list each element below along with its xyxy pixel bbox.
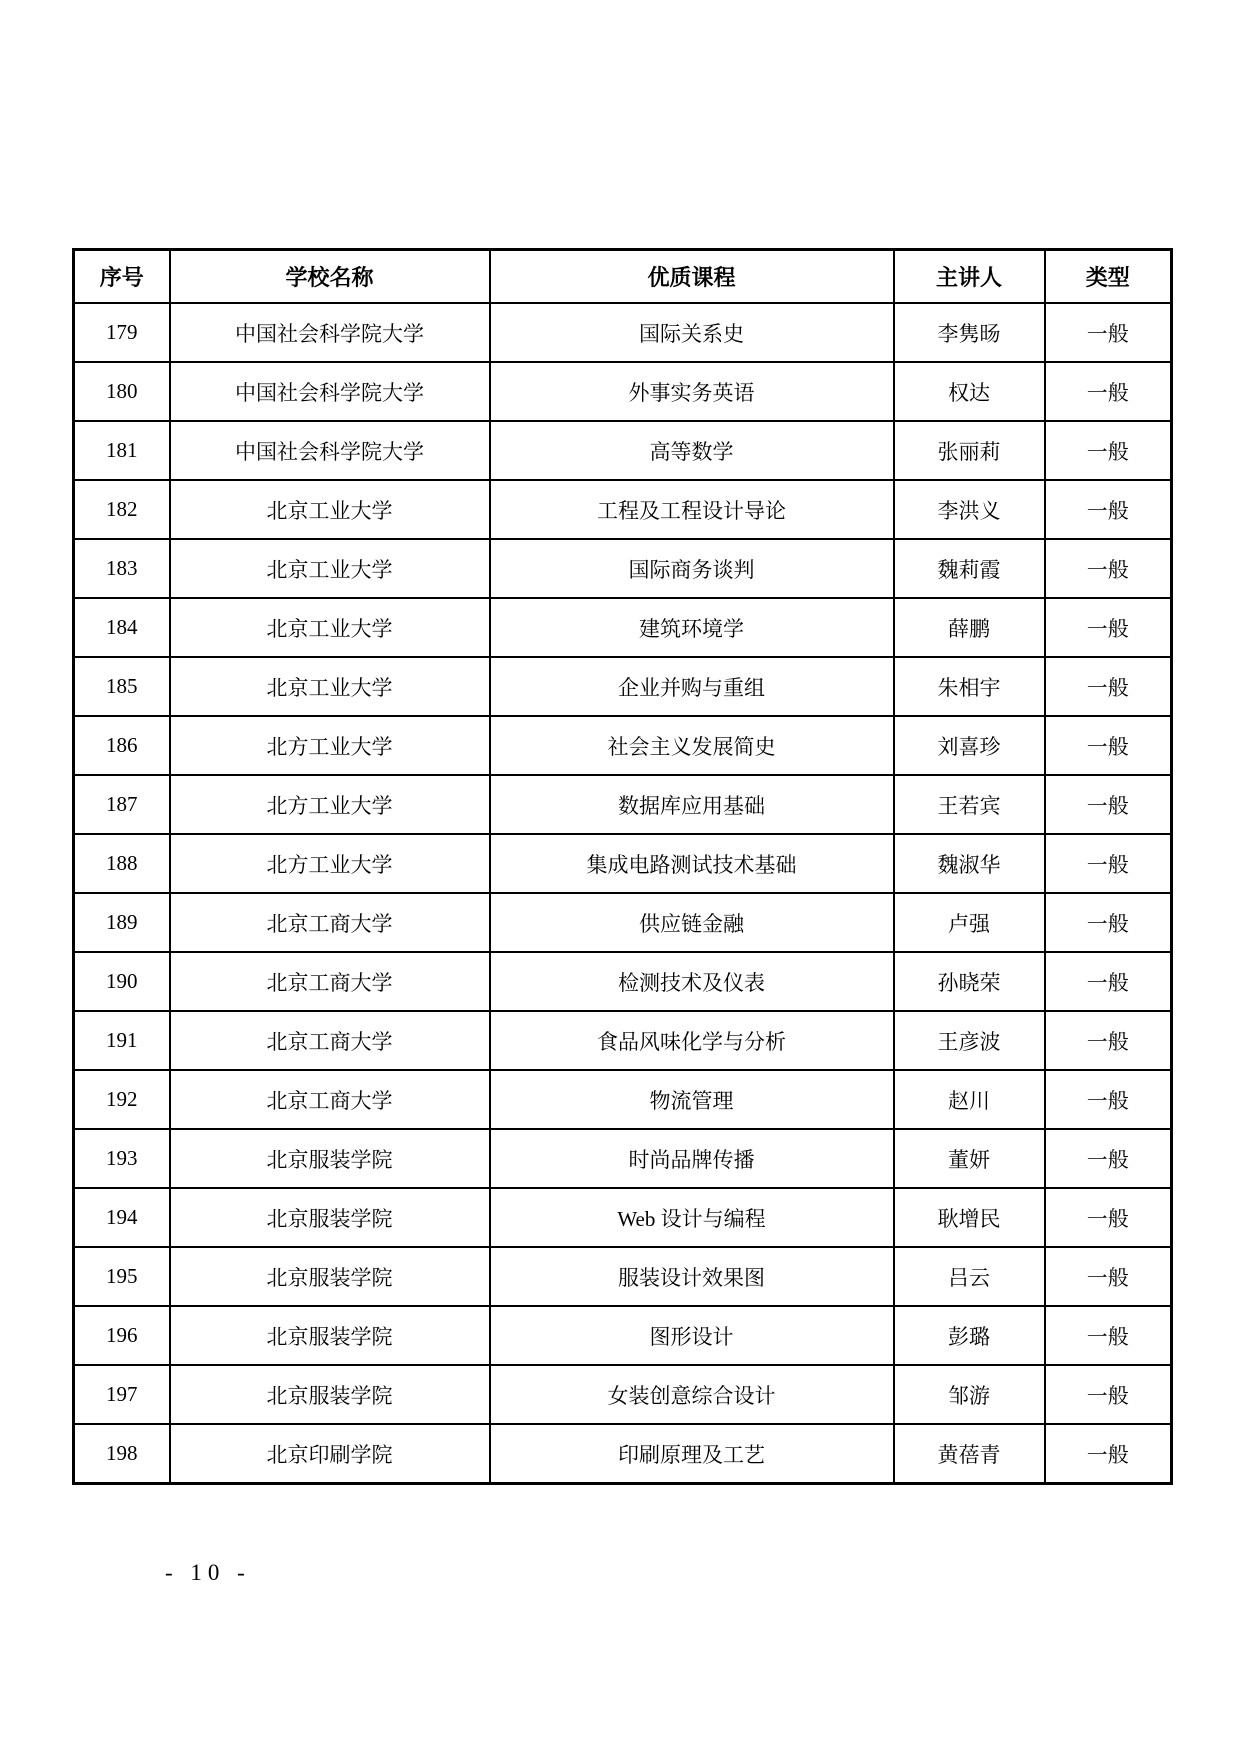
cell-lecturer: 王彦波 — [894, 1011, 1045, 1070]
cell-no: 198 — [74, 1424, 170, 1484]
cell-course: 社会主义发展简史 — [490, 716, 894, 775]
table-row — [74, 834, 1172, 893]
table-header — [74, 250, 1172, 304]
cell-course: Web 设计与编程 — [490, 1188, 894, 1247]
cell-type: 一般 — [1045, 362, 1172, 421]
column-header-no: 序号 — [74, 250, 170, 304]
table-row — [74, 421, 1172, 480]
cell-school: 北方工业大学 — [170, 775, 490, 834]
table-row — [74, 893, 1172, 952]
table-row — [74, 775, 1172, 834]
cell-no: 186 — [74, 716, 170, 775]
cell-course: 女装创意综合设计 — [490, 1365, 894, 1424]
cell-school: 北京服装学院 — [170, 1247, 490, 1306]
cell-school: 北京印刷学院 — [170, 1424, 490, 1484]
cell-no: 189 — [74, 893, 170, 952]
table-row — [74, 539, 1172, 598]
cell-course: 工程及工程设计导论 — [490, 480, 894, 539]
cell-no: 183 — [74, 539, 170, 598]
table-row — [74, 1129, 1172, 1188]
cell-type: 一般 — [1045, 893, 1172, 952]
table-row — [74, 1306, 1172, 1365]
page-number-footer: - 10 - — [165, 1560, 251, 1585]
cell-no: 196 — [74, 1306, 170, 1365]
cell-type: 一般 — [1045, 716, 1172, 775]
cell-no: 195 — [74, 1247, 170, 1306]
cell-lecturer: 赵川 — [894, 1070, 1045, 1129]
cell-school: 北京工商大学 — [170, 952, 490, 1011]
cell-school: 北京工业大学 — [170, 657, 490, 716]
cell-course: 数据库应用基础 — [490, 775, 894, 834]
cell-no: 180 — [74, 362, 170, 421]
cell-lecturer: 邹游 — [894, 1365, 1045, 1424]
cell-lecturer: 耿增民 — [894, 1188, 1045, 1247]
table-row — [74, 657, 1172, 716]
cell-school: 北京工商大学 — [170, 893, 490, 952]
cell-course: 集成电路测试技术基础 — [490, 834, 894, 893]
cell-school: 北京服装学院 — [170, 1188, 490, 1247]
cell-lecturer: 朱相宇 — [894, 657, 1045, 716]
cell-no: 188 — [74, 834, 170, 893]
cell-course: 印刷原理及工艺 — [490, 1424, 894, 1484]
cell-no: 181 — [74, 421, 170, 480]
cell-type: 一般 — [1045, 834, 1172, 893]
table-row — [74, 362, 1172, 421]
cell-school: 北方工业大学 — [170, 834, 490, 893]
cell-course: 食品风味化学与分析 — [490, 1011, 894, 1070]
cell-type: 一般 — [1045, 1011, 1172, 1070]
cell-school: 北京工业大学 — [170, 480, 490, 539]
cell-school: 北京服装学院 — [170, 1129, 490, 1188]
cell-lecturer: 李洪义 — [894, 480, 1045, 539]
cell-type: 一般 — [1045, 539, 1172, 598]
cell-lecturer: 魏淑华 — [894, 834, 1045, 893]
cell-no: 179 — [74, 303, 170, 362]
cell-school: 中国社会科学院大学 — [170, 421, 490, 480]
cell-type: 一般 — [1045, 775, 1172, 834]
cell-lecturer: 吕云 — [894, 1247, 1045, 1306]
cell-type: 一般 — [1045, 1424, 1172, 1484]
cell-no: 184 — [74, 598, 170, 657]
cell-no: 187 — [74, 775, 170, 834]
cell-type: 一般 — [1045, 1365, 1172, 1424]
cell-school: 北京服装学院 — [170, 1306, 490, 1365]
cell-no: 191 — [74, 1011, 170, 1070]
cell-course: 检测技术及仪表 — [490, 952, 894, 1011]
cell-lecturer: 张丽莉 — [894, 421, 1045, 480]
cell-course: 供应链金融 — [490, 893, 894, 952]
cell-school: 北京工商大学 — [170, 1011, 490, 1070]
cell-no: 182 — [74, 480, 170, 539]
cell-type: 一般 — [1045, 1188, 1172, 1247]
header-row — [74, 250, 1172, 304]
cell-school: 北京工商大学 — [170, 1070, 490, 1129]
cell-course: 图形设计 — [490, 1306, 894, 1365]
quality-course-table — [72, 248, 1173, 1485]
cell-type: 一般 — [1045, 1129, 1172, 1188]
cell-type: 一般 — [1045, 1247, 1172, 1306]
cell-school: 北方工业大学 — [170, 716, 490, 775]
table-body — [74, 303, 1172, 1484]
column-header-school: 学校名称 — [170, 250, 490, 304]
cell-school: 北京服装学院 — [170, 1365, 490, 1424]
table-row — [74, 952, 1172, 1011]
cell-no: 185 — [74, 657, 170, 716]
cell-course: 服装设计效果图 — [490, 1247, 894, 1306]
cell-no: 197 — [74, 1365, 170, 1424]
cell-lecturer: 薛鹏 — [894, 598, 1045, 657]
cell-type: 一般 — [1045, 480, 1172, 539]
cell-course: 物流管理 — [490, 1070, 894, 1129]
cell-no: 192 — [74, 1070, 170, 1129]
table-row — [74, 1247, 1172, 1306]
cell-school: 中国社会科学院大学 — [170, 303, 490, 362]
cell-lecturer: 卢强 — [894, 893, 1045, 952]
table-row — [74, 1365, 1172, 1424]
table-row — [74, 1011, 1172, 1070]
table-row — [74, 480, 1172, 539]
cell-type: 一般 — [1045, 657, 1172, 716]
cell-lecturer: 孙晓荣 — [894, 952, 1045, 1011]
cell-course: 建筑环境学 — [490, 598, 894, 657]
column-header-lecturer: 主讲人 — [894, 250, 1045, 304]
cell-course: 时尚品牌传播 — [490, 1129, 894, 1188]
cell-type: 一般 — [1045, 1306, 1172, 1365]
table-row — [74, 1424, 1172, 1484]
cell-school: 北京工业大学 — [170, 539, 490, 598]
cell-no: 193 — [74, 1129, 170, 1188]
column-header-course: 优质课程 — [490, 250, 894, 304]
table-row — [74, 598, 1172, 657]
cell-no: 190 — [74, 952, 170, 1011]
cell-course: 高等数学 — [490, 421, 894, 480]
table-row — [74, 716, 1172, 775]
cell-lecturer: 刘喜珍 — [894, 716, 1045, 775]
cell-school: 北京工业大学 — [170, 598, 490, 657]
table-row — [74, 1070, 1172, 1129]
cell-course: 国际关系史 — [490, 303, 894, 362]
cell-course: 国际商务谈判 — [490, 539, 894, 598]
column-header-type: 类型 — [1045, 250, 1172, 304]
cell-type: 一般 — [1045, 598, 1172, 657]
table-row — [74, 303, 1172, 362]
cell-lecturer: 黄蓓青 — [894, 1424, 1045, 1484]
cell-lecturer: 董妍 — [894, 1129, 1045, 1188]
cell-lecturer: 彭璐 — [894, 1306, 1045, 1365]
cell-school: 中国社会科学院大学 — [170, 362, 490, 421]
cell-type: 一般 — [1045, 421, 1172, 480]
cell-lecturer: 王若宾 — [894, 775, 1045, 834]
cell-no: 194 — [74, 1188, 170, 1247]
cell-lecturer: 权达 — [894, 362, 1045, 421]
table-row — [74, 1188, 1172, 1247]
cell-type: 一般 — [1045, 952, 1172, 1011]
cell-course: 企业并购与重组 — [490, 657, 894, 716]
cell-lecturer: 李隽旸 — [894, 303, 1045, 362]
cell-course: 外事实务英语 — [490, 362, 894, 421]
cell-type: 一般 — [1045, 1070, 1172, 1129]
cell-lecturer: 魏莉霞 — [894, 539, 1045, 598]
cell-type: 一般 — [1045, 303, 1172, 362]
